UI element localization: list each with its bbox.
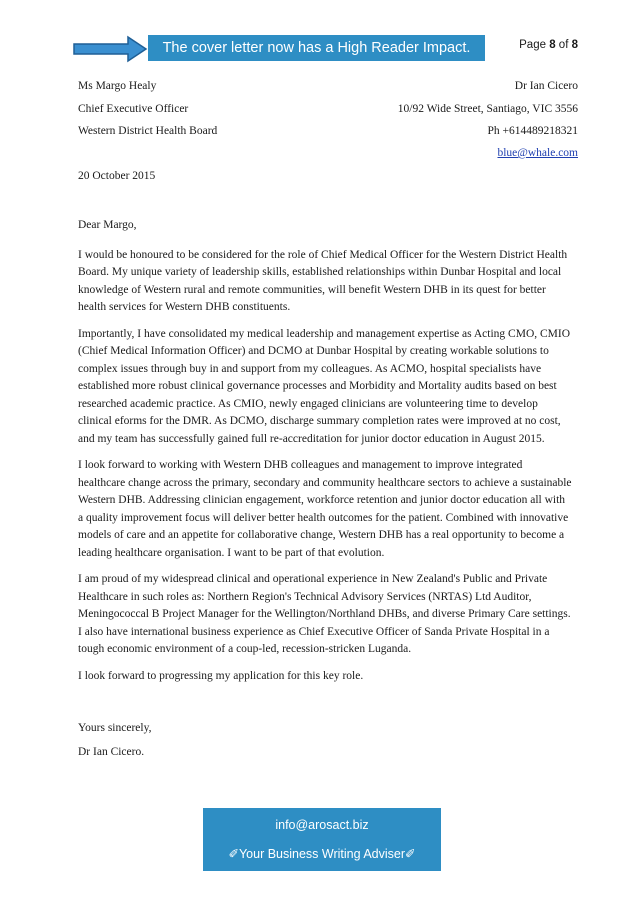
paragraph: I look forward to working with Western DHB colleagues and management to improve integrated healthcare change across the primary, secondary and community healthcare sectors to achieve a sustainable Western DHB. Addressing clinician engagement, workforce retention and junior doctor education all with a quality improvement focus will deliver better health outcomes for the patient. Combined with innovative models of care and an appetite for collaborative change, Western DHB has a real opportunity to become a leading healthcare organisation. I want to be part of that evolution.	[78, 459, 572, 559]
letter-date: 20 October 2015	[78, 170, 156, 182]
signature: Dr Ian Cicero.	[78, 746, 145, 758]
recipient-name: Ms Margo Healy	[78, 80, 157, 92]
paragraph: I look forward to progressing my application for this key role.	[78, 669, 364, 682]
page-of: of	[558, 39, 569, 51]
sender-name: Dr Ian Cicero	[514, 80, 578, 92]
recipient-organisation: Western District Health Board	[78, 125, 218, 137]
closing: Yours sincerely,	[78, 722, 152, 734]
paragraph: I would be honoured to be considered for the role of Chief Medical Officer for the Western District Health Board. My unique variety of leadership skills, established relationships within Dunbar Hospital and local knowledge of Western rural and remote communities, will benefit Western DHB in its quest for better health services for Western DHB constituents.	[78, 248, 568, 313]
page-current: 8	[549, 39, 556, 51]
recipient-title: Chief Executive Officer	[78, 103, 189, 115]
page-number	[519, 39, 578, 51]
letter-body	[78, 217, 572, 694]
sender-phone: Ph +614489218321	[487, 125, 578, 137]
footer-tagline: ✐Your Business Writing Adviser✐	[228, 847, 416, 861]
page-total: 8	[571, 39, 578, 51]
right-arrow-icon	[72, 35, 148, 63]
reader-impact-banner: The cover letter now has a High Reader Impact.	[148, 35, 485, 61]
footer-box	[203, 808, 441, 871]
sender-email-link[interactable]: blue@whale.com	[497, 147, 578, 159]
footer-email[interactable]: info@arosact.biz	[275, 818, 369, 832]
page-label: Page	[519, 39, 546, 51]
paragraph: I am proud of my widespread clinical and operational experience in New Zealand's Public and Private Healthcare in such roles as: Northern Region's Technical Advisory Services (NRTAS) Ltd Auditor, Meningococcal B Project Manager for the Wellington/Northland DHBs, and diverse Primary Care settings. I also have international business experience as Chief Executive Officer of Sanda Private Hospital in a tough economic environment of a coup-led, recession-stricken Luganda.	[78, 573, 571, 655]
salutation: Dear Margo,	[78, 219, 137, 231]
sender-address: 10/92 Wide Street, Santiago, VIC 3556	[397, 103, 578, 115]
paragraph: Importantly, I have consolidated my medical leadership and management expertise as Acting CMO, CMIO (Chief Medical Information Officer) and DCMO at Dunbar Hospital by creating workable solutions to complex issues through buy in and support from my colleagues. As ACMO, hospital specialists have established more robust clinical governance processes and Morbidity and Mortality audits based on best researched academic practice. As CMIO, newly engaged clinicians are volunteering time to develop clinical eforms for the DMR. As DCMO, discharge summary completion rates were improved at no cost, and my team has successfully gained full re-accreditation for junior doctor education in August 2015.	[78, 327, 571, 445]
